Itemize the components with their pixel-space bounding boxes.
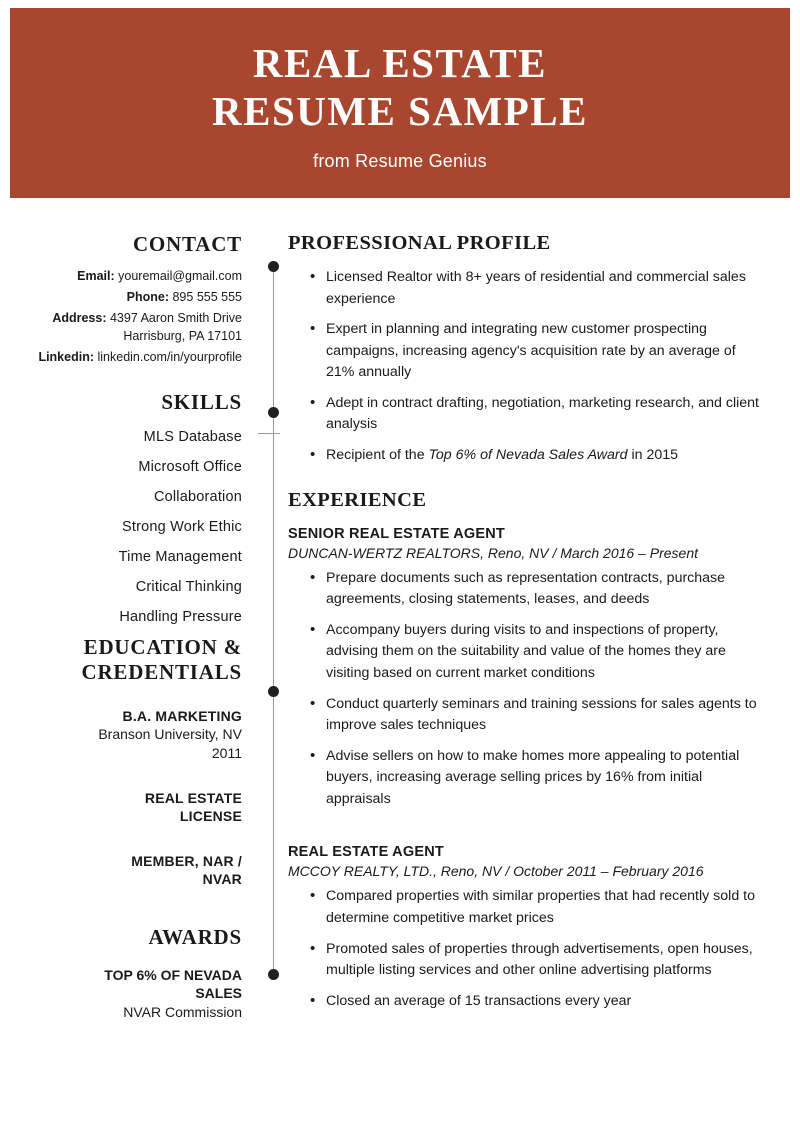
award-bullet-italic: Top 6% of Nevada Sales Award [428, 447, 628, 464]
skills-heading: SKILLS [161, 390, 242, 415]
award-item [10, 966, 242, 1023]
skill-item: Microsoft Office [138, 459, 242, 476]
award-bullet-after: in 2015 [627, 447, 679, 464]
job-bullet: • Closed an average of 15 transactions every year [310, 991, 766, 1013]
experience-item [288, 526, 766, 811]
experience-heading: EXPERIENCE [288, 488, 427, 511]
membership-line-1: MEMBER, NAR / [131, 852, 242, 869]
credential-item-membership [10, 852, 242, 889]
credential-line-1: REAL ESTATE [144, 789, 242, 806]
award-title-line-1: TOP 6% OF NEVADA [104, 966, 242, 983]
profile-bullet: • Adept in contract drafting, negotiation, marketing research, and client analysis [310, 393, 766, 436]
contact-linkedin-value: linkedin.com/in/yourprofile [97, 350, 242, 365]
skill-item: Collaboration [153, 489, 242, 506]
education-school: Branson University, NV [98, 726, 242, 743]
job-bullet: • Advise sellers on how to make homes more appealing to potential buyers, increasing average selling prices by 16% from initial appraisals [310, 746, 766, 811]
job-meta: DUNCAN-WERTZ REALTORS, Reno, NV / March 2016 – Present [288, 544, 699, 561]
job-meta: MCCOY REALTY, LTD., Reno, NV / October 2011 – February 2016 [288, 863, 704, 880]
contact-address-line1 [10, 309, 242, 327]
skill-item: MLS Database [143, 429, 242, 446]
credential-item-license [10, 789, 242, 826]
job-title: SENIOR REAL ESTATE AGENT [288, 525, 505, 542]
contact-email-label: Email: [77, 268, 115, 283]
skill-item: Handling Pressure [119, 609, 242, 626]
skill-item: Time Management [118, 549, 242, 566]
contact-phone [10, 288, 242, 306]
contact-email [10, 267, 242, 285]
page-title [212, 40, 588, 135]
contact-linkedin-label: Linkedin: [38, 350, 94, 365]
education-year: 2011 [211, 745, 242, 762]
contact-address-label: Address: [52, 311, 107, 326]
job-bullet: • Promoted sales of properties through advertisements, open houses, multiple listing services and other online advertising platforms [310, 939, 766, 982]
education-heading [10, 635, 242, 685]
awards-heading: AWARDS [148, 924, 242, 949]
title-line-2: RESUME SAMPLE [211, 87, 588, 134]
resume-body [10, 198, 790, 1030]
membership-line-2: NVAR [202, 871, 242, 888]
profile-bullet-award [310, 445, 766, 467]
resume-sheet [10, 8, 790, 1122]
main-content [256, 232, 790, 1030]
job-bullet: • Prepare documents such as representation contracts, purchase agreements, closing statements, leases, and deeds [310, 568, 766, 611]
job-bullet: • Compared properties with similar properties that had recently sold to determine competitive market prices [310, 886, 766, 929]
contact-address-value: 4397 Aaron Smith Drive [109, 311, 242, 326]
contact-phone-value: 895 555 555 [172, 289, 242, 304]
header-subtitle: from Resume Genius [313, 151, 487, 172]
education-heading-line-2: CREDENTIALS [81, 659, 242, 684]
job-bullet-list [288, 568, 766, 811]
job-bullet: • Accompany buyers during visits to and inspections of property, advising them on the suitability and value of the homes they are visiting based on current market conditions [310, 620, 766, 685]
skill-item: Strong Work Ethic [122, 519, 242, 536]
education-degree: B.A. MARKETING [122, 707, 242, 724]
section-spacer [288, 828, 766, 844]
profile-bullet-list [288, 267, 766, 467]
profile-bullet: • Expert in planning and integrating new customer prospecting campaigns, increasing agency's acquisition rate by an average of 21% annually [310, 319, 766, 384]
contact-linkedin [10, 348, 242, 366]
award-bullet-before: Recipient of the [326, 447, 429, 464]
job-title: REAL ESTATE AGENT [288, 844, 444, 861]
award-issuer: NVAR Commission [123, 1004, 242, 1021]
resume-header [10, 8, 790, 198]
education-item [10, 707, 242, 763]
contact-phone-label: Phone: [126, 289, 169, 304]
credential-line-2: LICENSE [179, 808, 242, 825]
award-title-line-2: SALES [195, 985, 242, 1002]
contact-address-value-2: Harrisburg, PA 17101 [123, 329, 242, 344]
contact-heading: CONTACT [132, 232, 242, 256]
profile-bullet: • Licensed Realtor with 8+ years of residential and commercial sales experience [310, 267, 766, 310]
skill-item: Critical Thinking [135, 579, 242, 596]
title-line-1: REAL ESTATE [252, 39, 548, 86]
contact-email-value: youremail@gmail.com [118, 268, 242, 283]
profile-heading: PROFESSIONAL PROFILE [288, 232, 551, 254]
job-bullet-list [288, 886, 766, 1012]
contact-address-line2 [10, 327, 242, 345]
sidebar [10, 232, 256, 1030]
job-bullet: • Conduct quarterly seminars and training sessions for sales agents to improve sales techniques [310, 694, 766, 737]
education-heading-line-1: EDUCATION & [83, 635, 242, 660]
experience-item [288, 844, 766, 1012]
